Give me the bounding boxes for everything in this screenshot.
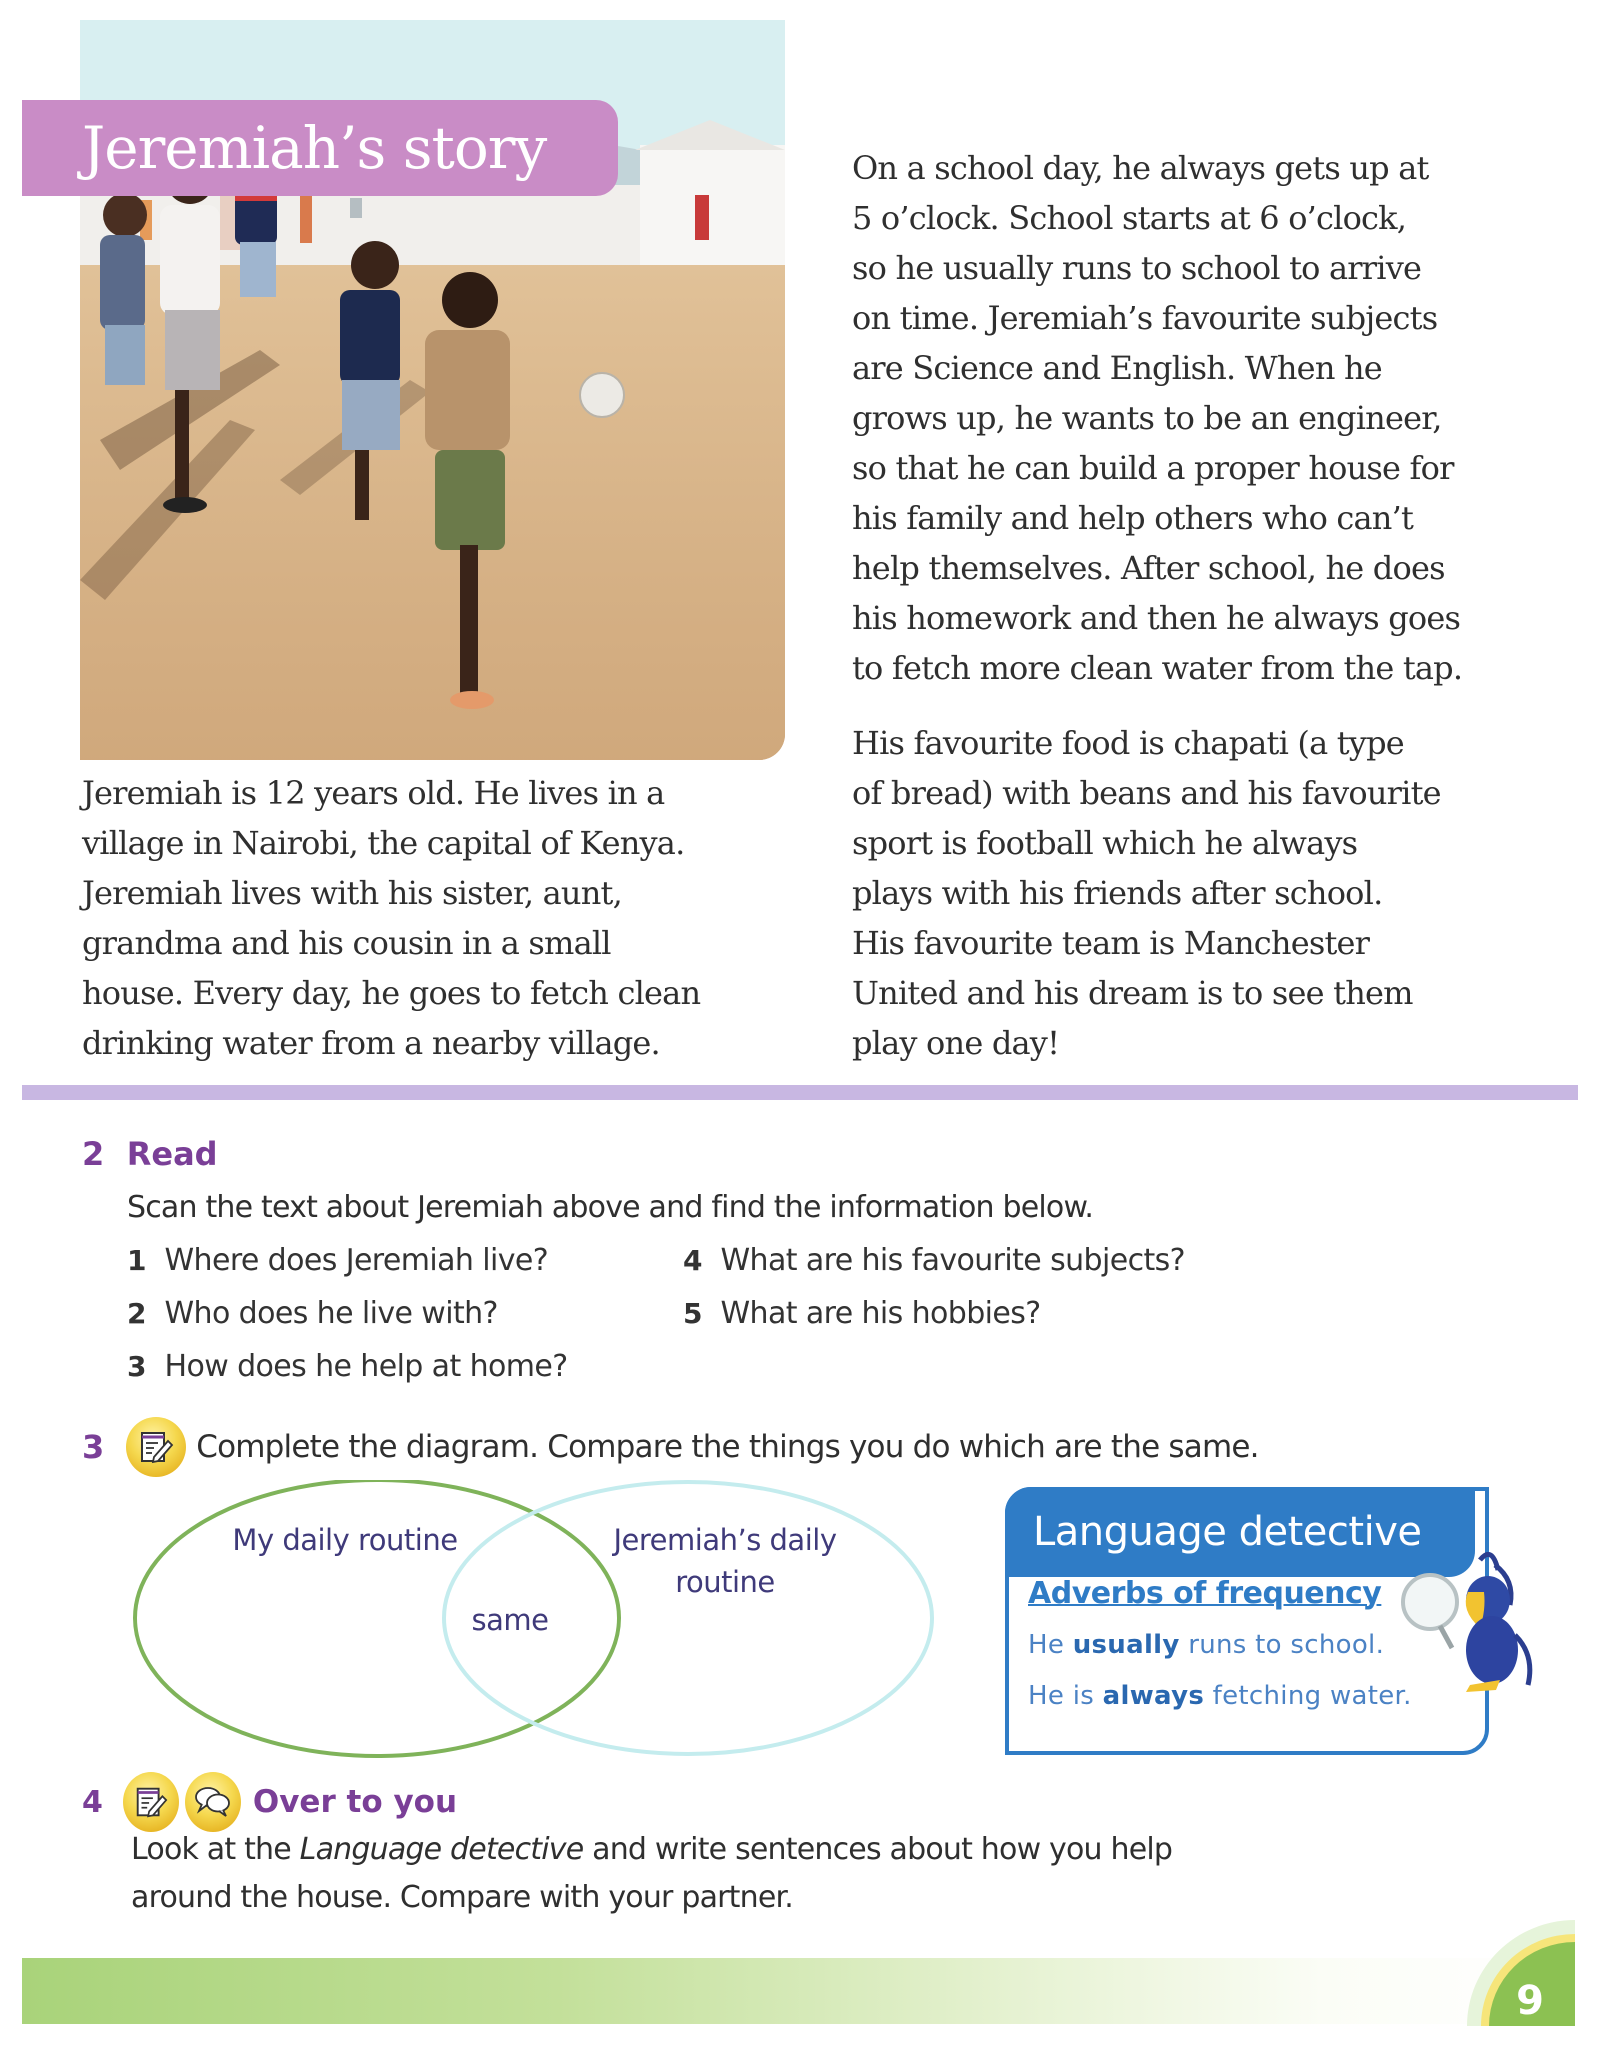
- text-line: grandma and his cousin in a small: [82, 924, 611, 962]
- exercise-2-heading: [82, 1135, 218, 1173]
- instruction-reference: Language detective: [299, 1832, 584, 1867]
- language-detective-title: Language detective: [1033, 1509, 1422, 1555]
- question-text: Who does he live with?: [164, 1296, 498, 1331]
- example-adverb: usually: [1072, 1630, 1180, 1660]
- venn-label-mine: My daily routine: [232, 1523, 458, 1557]
- text-line: Jeremiah is 12 years old. He lives in a: [82, 774, 665, 812]
- text-line: village in Nairobi, the capital of Kenya.: [82, 824, 685, 862]
- exercise-number: 2: [82, 1135, 105, 1173]
- venn-label-same: same: [471, 1603, 549, 1637]
- language-detective-subtitle: Adverbs of frequency: [1028, 1576, 1382, 1611]
- question-text: What are his hobbies?: [720, 1296, 1041, 1331]
- question-item: [683, 1243, 1185, 1278]
- detective-bird-icon: [1400, 1540, 1540, 1700]
- text-line: 5 o’clock. School starts at 6 o’clock,: [852, 199, 1407, 237]
- question-number: 4: [683, 1244, 703, 1277]
- exercise-4-heading: [82, 1772, 457, 1832]
- text-line: on time. Jeremiah’s favourite subjects: [852, 299, 1438, 337]
- text-line: his family and help others who can’t: [852, 499, 1414, 537]
- language-example: [1028, 1681, 1412, 1711]
- text-line: His favourite food is chapati (a type: [852, 724, 1404, 762]
- text-line: so that he can build a proper house for: [852, 449, 1454, 487]
- instruction-text: and write sentences about how you help: [583, 1832, 1173, 1867]
- question-text: Where does Jeremiah live?: [164, 1243, 549, 1278]
- question-number: 2: [127, 1297, 147, 1330]
- venn-label-jeremiah-line2: routine: [675, 1565, 775, 1599]
- text-line: so he usually runs to school to arrive: [852, 249, 1422, 287]
- exercise-4-instruction-line2: around the house. Compare with your partner.: [131, 1880, 794, 1915]
- text-line: plays with his friends after school.: [852, 874, 1383, 912]
- text-line: His favourite team is Manchester: [852, 924, 1370, 962]
- question-number: 1: [127, 1244, 147, 1277]
- story-paragraph-favourites: [852, 718, 1441, 1068]
- text-line: United and his dream is to see them: [852, 974, 1413, 1012]
- exercise-3-heading: [82, 1417, 1259, 1477]
- exercise-2-instruction: Scan the text about Jeremiah above and find the information below.: [127, 1190, 1094, 1225]
- writing-icon: [126, 1417, 186, 1477]
- story-paragraph-intro: [82, 768, 700, 1068]
- text-line: help themselves. After school, he does: [852, 549, 1445, 587]
- exercise-3-instruction: Complete the diagram. Compare the things you do which are the same.: [196, 1429, 1259, 1465]
- exercise-title: Read: [126, 1135, 218, 1173]
- text-line: to fetch more clean water from the tap.: [852, 649, 1463, 687]
- venn-diagram[interactable]: [120, 1480, 960, 1780]
- question-number: 3: [127, 1350, 147, 1383]
- example-text: He is: [1028, 1681, 1103, 1711]
- footer-band: [22, 1958, 1552, 2024]
- exercise-4-instruction-line1: [131, 1832, 1172, 1867]
- text-line: his homework and then he always goes: [852, 599, 1461, 637]
- text-line: On a school day, he always gets up at: [852, 149, 1429, 187]
- example-adverb: always: [1102, 1681, 1205, 1711]
- story-title: Jeremiah’s story: [82, 114, 547, 182]
- text-line: Jeremiah lives with his sister, aunt,: [82, 874, 622, 912]
- question-item: [127, 1243, 548, 1278]
- speech-bubbles-icon: [185, 1772, 241, 1832]
- story-paragraph-school-day: [852, 143, 1462, 693]
- exercise-number: 3: [82, 1428, 105, 1466]
- question-text: How does he help at home?: [164, 1349, 568, 1384]
- example-text: runs to school.: [1179, 1630, 1385, 1660]
- question-item: [127, 1349, 568, 1384]
- text-line: of bread) with beans and his favourite: [852, 774, 1441, 812]
- text-line: grows up, he wants to be an engineer,: [852, 399, 1442, 437]
- page-number: 9: [1516, 1978, 1544, 2024]
- text-line: play one day!: [852, 1024, 1060, 1062]
- exercise-title: Over to you: [252, 1784, 458, 1820]
- question-item: [683, 1296, 1041, 1331]
- instruction-text: Look at the: [131, 1832, 300, 1867]
- writing-icon: [123, 1772, 179, 1832]
- section-divider: [22, 1085, 1578, 1100]
- example-text: He: [1028, 1630, 1073, 1660]
- example-text: fetching water.: [1204, 1681, 1412, 1711]
- question-item: [127, 1296, 498, 1331]
- exercise-number: 4: [82, 1784, 103, 1820]
- story-title-banner: [22, 100, 618, 196]
- text-line: sport is football which he always: [852, 824, 1358, 862]
- venn-label-jeremiah-line1: Jeremiah’s daily: [613, 1523, 837, 1557]
- text-line: house. Every day, he goes to fetch clean: [82, 974, 701, 1012]
- text-line: drinking water from a nearby village.: [82, 1024, 660, 1062]
- question-text: What are his favourite subjects?: [720, 1243, 1185, 1278]
- question-number: 5: [683, 1297, 703, 1330]
- text-line: are Science and English. When he: [852, 349, 1382, 387]
- language-example: [1028, 1630, 1384, 1660]
